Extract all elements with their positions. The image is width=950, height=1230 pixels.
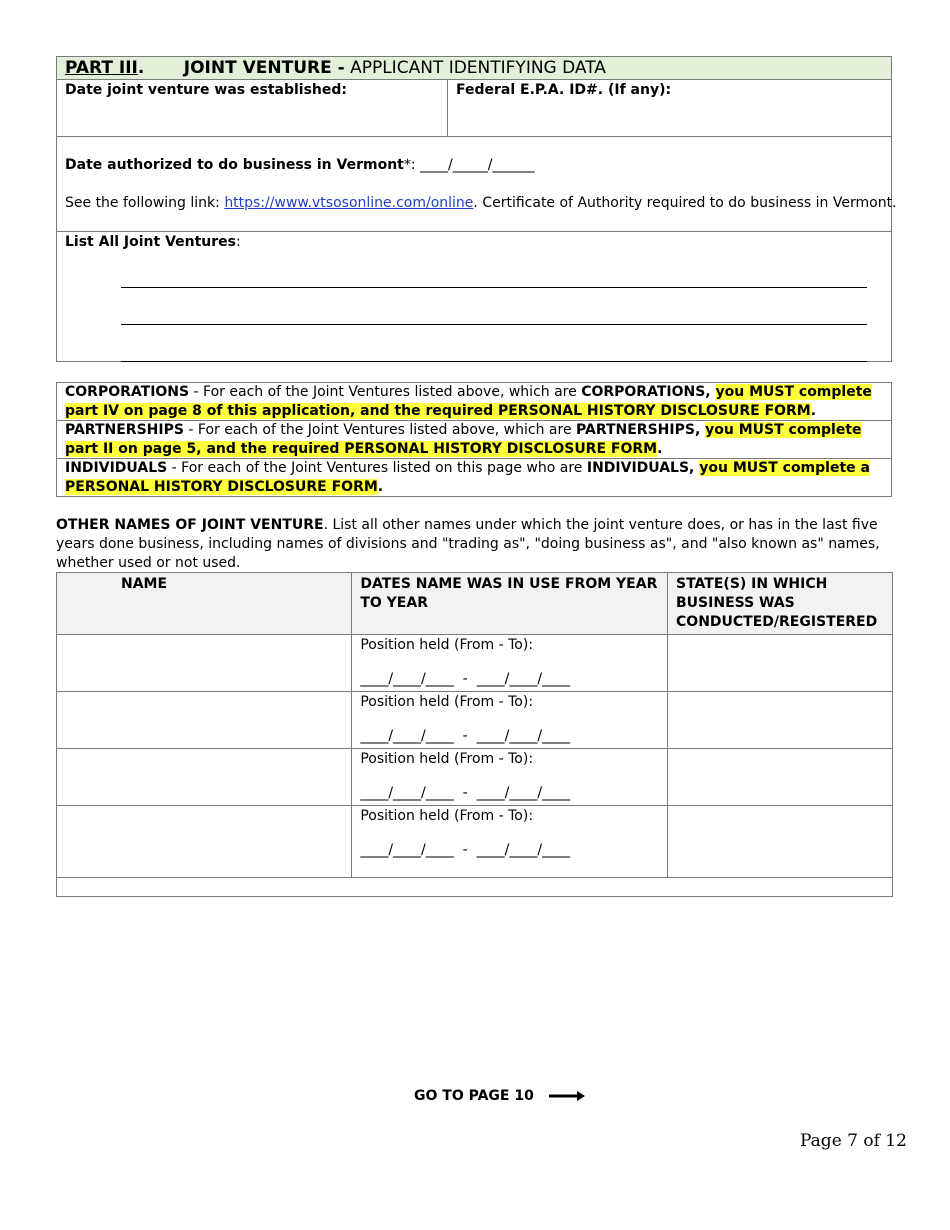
federal-epa-label: Federal E.P.A. ID#. (If any): — [456, 82, 672, 98]
link-prefix: See the following link: — [65, 195, 225, 211]
states-column-header: STATE(S) IN WHICH BUSINESS WAS CONDUCTED/REGISTERED — [668, 573, 893, 635]
requirements-box — [56, 382, 892, 497]
states-cell[interactable] — [668, 635, 893, 692]
joint-venture-line-1[interactable] — [121, 287, 867, 288]
other-names-intro — [56, 516, 892, 573]
name-cell[interactable] — [57, 692, 352, 749]
part-iii-header: PART III. JOINT VENTURE - APPLICANT IDENTIFYING DATA — [57, 57, 891, 80]
date-authorized-blank[interactable]: *: ____/_____/______ — [403, 157, 535, 173]
table-header-row — [57, 573, 893, 635]
name-cell[interactable] — [57, 806, 352, 878]
dates-cell[interactable]: Position held (From - To): ____/____/____ - ____/____/____ — [352, 749, 668, 806]
go-to-page-link[interactable] — [414, 1088, 587, 1104]
list-joint-ventures-label: List All Joint Ventures — [65, 234, 237, 250]
table-row — [57, 806, 893, 878]
go-to-page-label: GO TO PAGE 10 — [414, 1088, 534, 1104]
joint-ventures-list: List All Joint Ventures: — [57, 232, 891, 363]
date-range-blank[interactable]: ____/____/____ - ____/____/____ — [360, 728, 571, 744]
date-range-blank[interactable]: ____/____/____ - ____/____/____ — [360, 842, 571, 858]
part-title-bold: JOINT VENTURE - — [183, 58, 345, 78]
date-range-blank[interactable]: ____/____/____ - ____/____/____ — [360, 785, 571, 801]
other-names-table — [56, 572, 893, 897]
link-suffix: . Certificate of Authority required to do business in Vermont. — [473, 195, 897, 211]
vtsos-link[interactable]: https://www.vtsosonline.com/online — [224, 195, 474, 211]
federal-epa-id-field[interactable] — [448, 80, 891, 140]
empty-footer-cell — [57, 878, 893, 897]
joint-venture-line-2[interactable] — [121, 324, 867, 325]
name-cell[interactable] — [57, 749, 352, 806]
dates-cell[interactable]: Position held (From - To): ____/____/____ - ____/____/____ — [352, 806, 668, 878]
name-column-header: NAME — [57, 573, 352, 635]
partnerships-requirement: PARTNERSHIPS - For each of the Joint Ventures listed above, which are PARTNERSHIPS, you MUST complete part II on page 5, and the required PERSONAL HISTORY DISCLOSURE FORM. — [57, 421, 891, 459]
date-range-blank[interactable]: ____/____/____ - ____/____/____ — [360, 671, 571, 687]
corporations-requirement: CORPORATIONS - For each of the Joint Ventures listed above, which are CORPORATIONS, you MUST complete part IV on page 8 of this application, and the required PERSONAL HISTORY DISCLOSURE FORM. — [57, 383, 891, 421]
part-number: PART III — [65, 58, 138, 78]
date-established-label: Date joint venture was established: — [65, 82, 347, 98]
table-row — [57, 878, 893, 897]
part-iii-section — [56, 56, 897, 362]
date-established-field[interactable] — [57, 80, 448, 136]
states-cell[interactable] — [668, 806, 893, 878]
date-authorized-label: Date authorized to do business in Vermont — [65, 157, 404, 173]
table-row — [57, 635, 893, 692]
part-title-rest: APPLICANT IDENTIFYING DATA — [344, 58, 606, 78]
right-arrow-icon — [547, 1090, 587, 1102]
table-row — [57, 749, 893, 806]
table-row — [57, 692, 893, 749]
page-number: Page 7 of 12 — [800, 1131, 907, 1151]
name-cell[interactable] — [57, 635, 352, 692]
dates-cell[interactable]: Position held (From - To): ____/____/____ - ____/____/____ — [352, 635, 668, 692]
other-names-title: OTHER NAMES OF JOINT VENTURE — [56, 517, 324, 533]
dates-column-header: DATES NAME WAS IN USE FROM YEAR TO YEAR — [352, 573, 668, 635]
individuals-requirement: INDIVIDUALS - For each of the Joint Ventures listed on this page who are INDIVIDUALS, you MUST complete a PERSONAL HISTORY DISCLOSURE FORM. — [65, 460, 870, 495]
dates-cell[interactable]: Position held (From - To): ____/____/____ - ____/____/____ — [352, 692, 668, 749]
states-cell[interactable] — [668, 749, 893, 806]
joint-venture-line-3[interactable] — [121, 361, 867, 362]
states-cell[interactable] — [668, 692, 893, 749]
other-names-text: . List all other names under which the joint venture does, or has in the last five years done business, including names of divisions and "trading as", "doing business as", and "also known as" names, whether used or not used. — [56, 517, 880, 571]
